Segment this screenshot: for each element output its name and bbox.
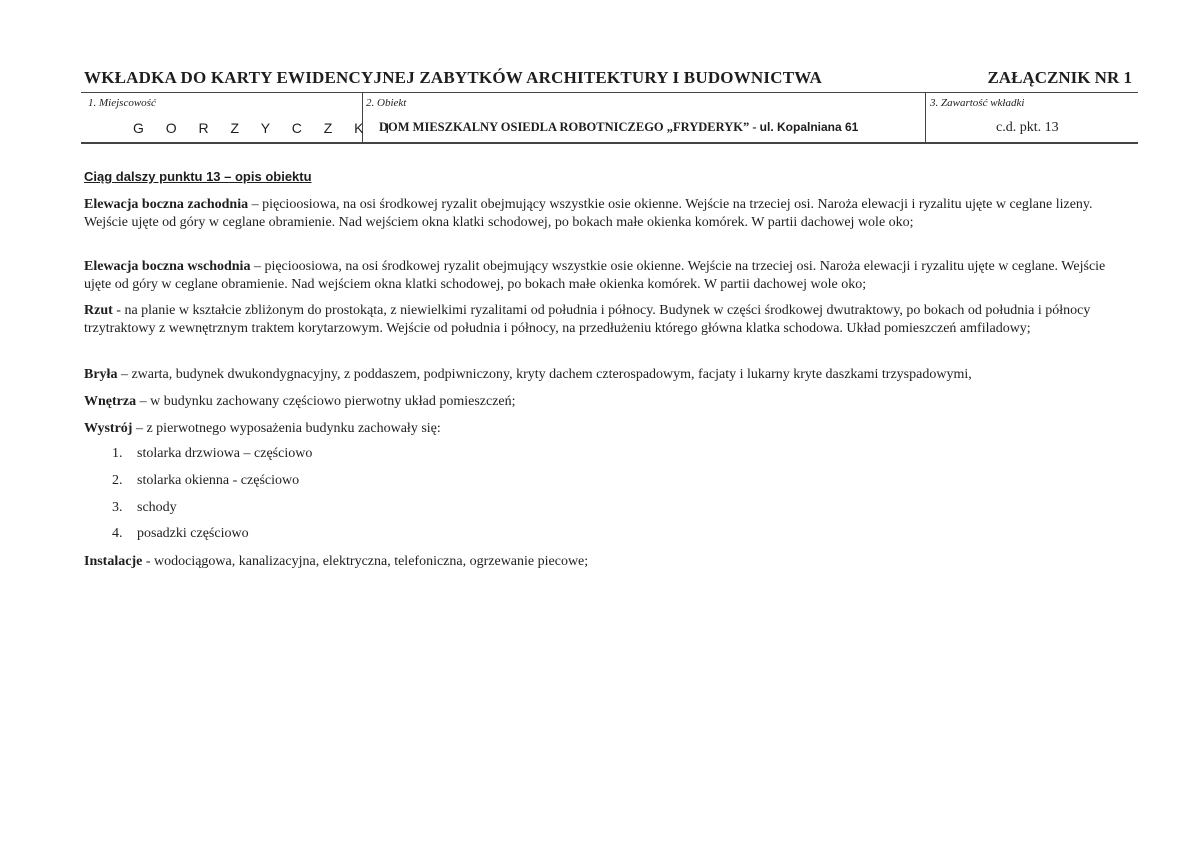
table-divider-2 (925, 92, 926, 142)
place-value: G O R Z Y C Z K I (133, 120, 399, 136)
content-value: c.d. pkt. 13 (996, 120, 1059, 135)
section-heading: Ciąg dalszy punktu 13 – opis obiektu (84, 169, 312, 184)
paragraph-text: - na planie w kształcie zbliżonym do prostokąta, z niewielkimi ryzalitami od południa i północy. Budynek w części środkowej dwutraktowy, po bokach od południa i północy trzytraktowy z wewnętrznym traktem korytarzowym. Wejście od południa i północy, na przedłużeniu którego główna klatka schodowa. Układ pomieszczeń amfiladowy; (84, 303, 1091, 336)
list-item (112, 526, 249, 542)
document-header (84, 68, 1138, 92)
list-item-text: stolarka drzwiowa – częściowo (137, 446, 313, 461)
list-item (112, 446, 312, 462)
paragraph-text: – zwarta, budynek dwukondygnacyjny, z poddaszem, podpiwniczony, kryty dachem czterospadowym, facjaty i lukarny kryte daszkami trzyspadowymi, (117, 367, 972, 382)
content-label: 3. Zawartość wkładki (930, 97, 1025, 109)
list-item-text: schody (137, 500, 177, 515)
list-item-text: posadzki częściowo (137, 526, 249, 541)
paragraph-term: Wnętrza (84, 394, 137, 409)
paragraph-installations (84, 553, 1134, 571)
paragraph-text: – pięcioosiowa, na osi środkowej ryzalit obejmujący wszystkie osie okienne. Wejście na trzeciej osi. Naroża elewacji i ryzalitu ujęte w ceglane. Wejście ujęte od góry w ceglane obramienie. Nad wejściem okna klatki schodowej, po bokach małe okienka komórek. W partii dachowej wole oko; (84, 259, 1106, 292)
paragraph-term: Elewacja boczna wschodnia (84, 259, 251, 274)
list-item (112, 500, 177, 516)
table-bottom-rule (81, 142, 1138, 144)
paragraph-term: Wystrój (84, 421, 133, 436)
object-label: 2. Obiekt (366, 97, 407, 109)
paragraph-furnishings (84, 420, 1134, 438)
document-title: WKŁADKA DO KARTY EWIDENCYJNEJ ZABYTKÓW ARCHITEKTURY I BUDOWNICTWA (84, 68, 823, 87)
list-item-number: 4. (112, 526, 123, 541)
paragraph-massing (84, 366, 1134, 384)
list-item-number: 1. (112, 446, 123, 461)
attachment-number: ZAŁĄCZNIK NR 1 (987, 68, 1132, 87)
place-label: 1. Miejscowość (88, 97, 156, 109)
object-value (379, 120, 858, 135)
table-top-rule (81, 92, 1138, 93)
paragraph-term: Rzut (84, 303, 113, 318)
list-item (112, 473, 299, 489)
paragraph-interiors (84, 393, 1134, 411)
paragraph-text: – z pierwotnego wyposażenia budynku zachowały się: (132, 421, 441, 436)
paragraph-term: Instalacje (84, 554, 143, 569)
object-value-main: DOM MIESZKALNY OSIEDLA ROBOTNICZEGO „FRYDERYK” - (379, 120, 757, 134)
paragraph-text: – w budynku zachowany częściowo pierwotny układ pomieszczeń; (136, 394, 516, 409)
paragraph-east-elevation (84, 258, 1134, 294)
paragraph-plan (84, 302, 1134, 338)
paragraph-text: - wodociągowa, kanalizacyjna, elektryczna, telefoniczna, ogrzewanie piecowe; (142, 554, 589, 569)
paragraph-west-elevation (84, 196, 1134, 232)
list-item-text: stolarka okienna - częściowo (137, 473, 300, 488)
paragraph-term: Elewacja boczna zachodnia (84, 197, 249, 212)
paragraph-text: – pięcioosiowa, na osi środkowej ryzalit obejmujący wszystkie osie okienne. Wejście na trzeciej osi. Naroża elewacji i ryzalitu ujęte w ceglane lizeny. Wejście ujęte od góry w ceglane obramienie. Nad wejściem okna klatki schodowej, po bokach małe okienka komórek. W partii dachowej wole oko; (84, 197, 1093, 230)
list-item-number: 2. (112, 473, 123, 488)
object-value-street: ul. Kopalniana 61 (759, 120, 859, 134)
list-item-number: 3. (112, 500, 123, 515)
paragraph-term: Bryła (84, 367, 118, 382)
